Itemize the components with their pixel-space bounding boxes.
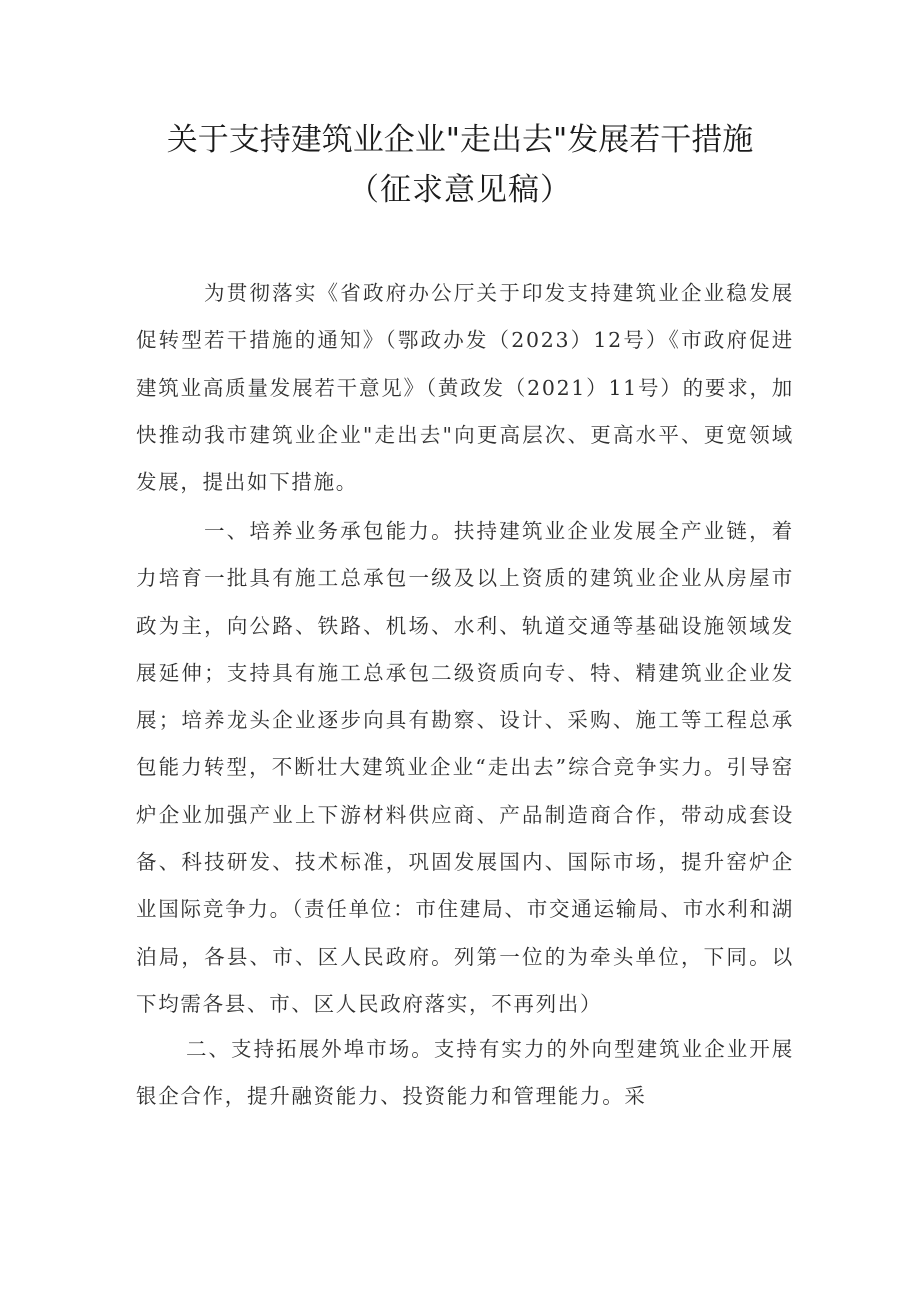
- paragraph-intro: 为贯彻落实《省政府办公厅关于印发支持建筑业企业稳发展促转型若干措施的通知》（鄂政办发（2023）12号）《市政府促进建筑业高质量发展若干意见》（黄政发（2021）11号）的要求，加快推动我市建筑业企业"走出去"向更高层次、更高水平、更宽领域发展，提出如下措施。: [136, 281, 794, 495]
- paragraph-section-1: 一、培养业务承包能力。扶持建筑业企业发展全产业链，着力培育一批具有施工总承包一级及以上资质的建筑业企业从房屋市政为主，向公路、铁路、机场、水利、轨道交通等基础设施领域发展延伸；支持具有施工总承包二级资质向专、特、精建筑业企业发展；培养龙头企业逐步向具有勘察、设计、采购、施工等工程总承包能力转型，不断壮大建筑业企业“走出去”综合竞争实力。引导窑炉企业加强产业上下游材料供应商、产品制造商合作，带动成套设备、科技研发、技术标准，巩固发展国内、国际市场，提升窑炉企业国际竞争力。（责任单位：市住建局、市交通运输局、市水利和湖泊局，各县、市、区人民政府。列第一位的为牵头单位，下同。以下均需各县、市、区人民政府落实，不再列出）: [136, 519, 794, 1016]
- document-subtitle: （征求意见稿）: [348, 172, 572, 208]
- document-title: 关于支持建筑业企业"走出去"发展若干措施: [166, 122, 754, 158]
- paragraph-section-2: 二、支持拓展外埠市场。支持有实力的外向型建筑业企业开展银企合作，提升融资能力、投资能力和管理能力。采: [136, 1037, 794, 1109]
